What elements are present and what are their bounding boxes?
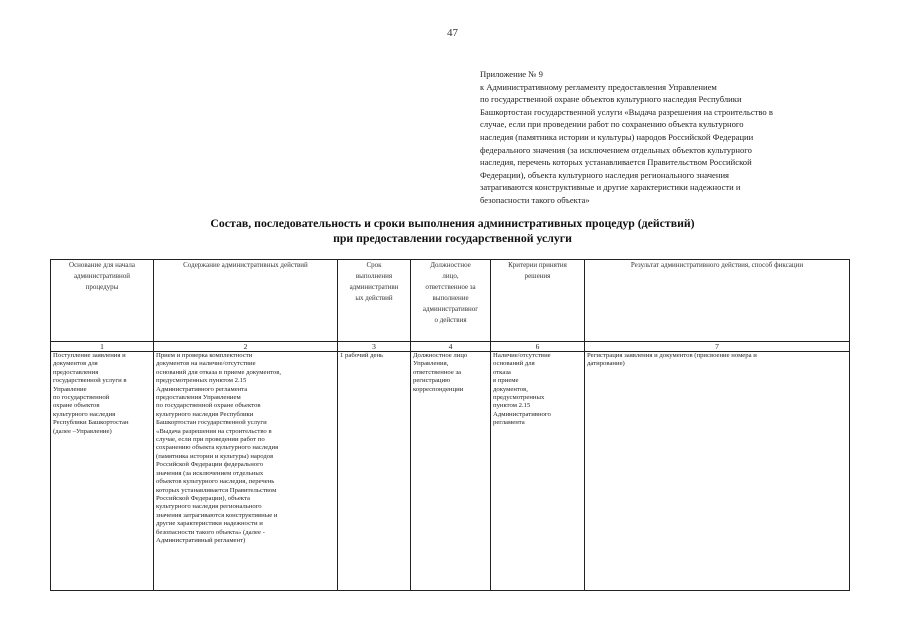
column-number: 3 [338, 342, 411, 352]
cell-line: пунктом 2.15 [493, 402, 531, 410]
cell-line: предусмотренных [493, 394, 545, 402]
cell-line: (далее –Управление) [53, 427, 112, 435]
header-text: административной [73, 272, 131, 280]
cell-line: охране объектов [53, 402, 100, 410]
cell-line: сохранению объекта культурного наследия [156, 444, 279, 452]
appendix-line: затрагиваются конструктивные и другие характеристики надежности и [480, 182, 741, 193]
cell-line: Республики Башкортостан [53, 419, 129, 427]
cell-line: документов, [493, 385, 528, 393]
cell-line: предоставления [53, 368, 99, 376]
cell-line: Административного [493, 410, 551, 418]
cell-line: Наличие/отсутствие [493, 352, 551, 359]
cell-line: Поступление заявления и [53, 352, 126, 359]
cell-line: датирование) [587, 360, 625, 368]
appendix-line: Приложение № 9 [480, 69, 543, 79]
column-number: 2 [154, 342, 338, 352]
cell-line: по государственной охране объектов [156, 402, 261, 410]
column-number: 6 [491, 342, 585, 352]
cell-line: ответственное за [413, 368, 462, 376]
table-row [51, 352, 850, 591]
column-number: 4 [411, 342, 491, 352]
table-cell [411, 352, 491, 591]
header-text: административн [349, 283, 399, 291]
appendix-line: Федерации), объекта культурного наследия регионального значения [480, 169, 730, 180]
appendix-line: к Административному регламенту предоставления Управлением [480, 81, 717, 92]
cell-line: Российской Федерации федерального [156, 461, 264, 469]
cell-line: корреспонденции [413, 385, 464, 393]
header-text: решения [524, 272, 551, 280]
header-cell [51, 260, 154, 342]
table-cell [338, 352, 411, 591]
table-cell [51, 352, 154, 591]
cell-line: другие характеристики надежности и [156, 520, 263, 528]
cell-line: Управления, [413, 360, 449, 368]
header-text: выполнения [355, 272, 393, 280]
table-cell [154, 352, 338, 591]
cell-line: Регистрация заявления и документов (присвоение номера и [587, 352, 757, 359]
header-cell [338, 260, 411, 342]
header-text: ответственное за [425, 283, 476, 291]
cell-line: которых устанавливается Правительством [156, 486, 277, 494]
cell-line: отказа [493, 368, 511, 376]
cell-line: государственной услуги в [53, 377, 127, 385]
header-text: административног [422, 305, 479, 313]
cell-line: документов на наличие/отсутствие [156, 360, 256, 368]
cell-line: культурного наследия Республики [156, 410, 254, 418]
header-text: Должностное [430, 261, 471, 269]
appendix-line: по государственной охране объектов культурного наследия Республики [480, 94, 742, 105]
header-text: процедуры [85, 283, 119, 291]
header-text: о действия [434, 316, 467, 324]
table-cell [491, 352, 585, 591]
title-line-2: при предоставлении государственной услуги [333, 231, 572, 245]
cell-line: культурного наследия регионального [156, 503, 262, 511]
procedures-table [50, 259, 850, 591]
table-header-row [51, 260, 850, 342]
appendix-line: случае, если при проведении работ по сохранению объекта культурного [480, 119, 744, 130]
header-text: ых действий [355, 294, 393, 302]
title-line-1: Состав, последовательность и сроки выполнения административных процедур (действий) [210, 216, 695, 230]
cell-line: предусмотренных пунктом 2.15 [156, 377, 247, 385]
cell-line: Прием и проверка комплектности [156, 352, 253, 359]
cell-line: оснований для [493, 360, 535, 368]
column-number: 7 [585, 342, 850, 352]
header-cell [411, 260, 491, 342]
document-title [0, 216, 905, 246]
cell-line: Управление [53, 385, 87, 393]
cell-line: оснований для отказа в приеме документов, [156, 368, 282, 376]
appendix-line: Башкортостан государственной услуги «Выдача разрешения на строительство в [480, 106, 773, 117]
appendix-line: наследия (памятника истории и культуры) народов Российской Федерации [480, 131, 754, 142]
cell-line: 1 рабочий день [340, 352, 384, 359]
cell-line: значения затрагиваются конструктивные и [156, 511, 278, 519]
header-text: Результат административного действия, способ фиксации [630, 261, 804, 269]
cell-line: значения (за исключением отдельных [156, 469, 264, 477]
page-number: 47 [447, 27, 458, 39]
appendix-line: наследия, перечень которых устанавливается Правительством Российской [480, 157, 752, 168]
cell-line: Административного регламента [156, 385, 248, 393]
header-cell [491, 260, 585, 342]
cell-line: культурного наследия [53, 410, 116, 418]
cell-line: регистрацию [413, 377, 451, 385]
cell-line: «Выдача разрешения на строительство в [156, 427, 272, 435]
cell-line: случае, если при проведении работ по [156, 436, 265, 444]
header-text: Срок [366, 261, 382, 269]
column-number: 1 [51, 342, 154, 352]
cell-line: (памятника истории и культуры) народов [156, 452, 274, 460]
cell-line: Российской Федерации), объекта [156, 494, 250, 502]
cell-line: безопасности такого объекта» (далее - [156, 528, 265, 536]
appendix-note [480, 68, 850, 207]
cell-line: Административный регламент) [156, 536, 246, 544]
cell-line: предоставления Управлением [156, 394, 241, 402]
header-cell [154, 260, 338, 342]
header-text: выполнение [432, 294, 469, 302]
cell-line: Башкортостан государственной услуги [156, 419, 267, 427]
appendix-line: федерального значения (за исключением отдельных объектов культурного [480, 144, 752, 155]
cell-line: в приеме [493, 377, 519, 385]
cell-line: объектов культурного наследия, перечень [156, 478, 275, 486]
cell-line: регламента [493, 419, 525, 427]
cell-line: документов для [53, 360, 98, 368]
header-text: Основание для начала [69, 261, 135, 269]
column-number-row [51, 342, 850, 352]
cell-line: Должностное лицо [413, 352, 468, 359]
header-text: Критерии принятия [508, 261, 567, 269]
cell-line: по государственной [53, 394, 110, 402]
table-cell [585, 352, 850, 591]
header-cell [585, 260, 850, 342]
appendix-line: безопасности такого объекта» [480, 194, 590, 205]
header-text: Содержание административных действий [183, 261, 308, 269]
header-text: лицо, [442, 272, 459, 280]
